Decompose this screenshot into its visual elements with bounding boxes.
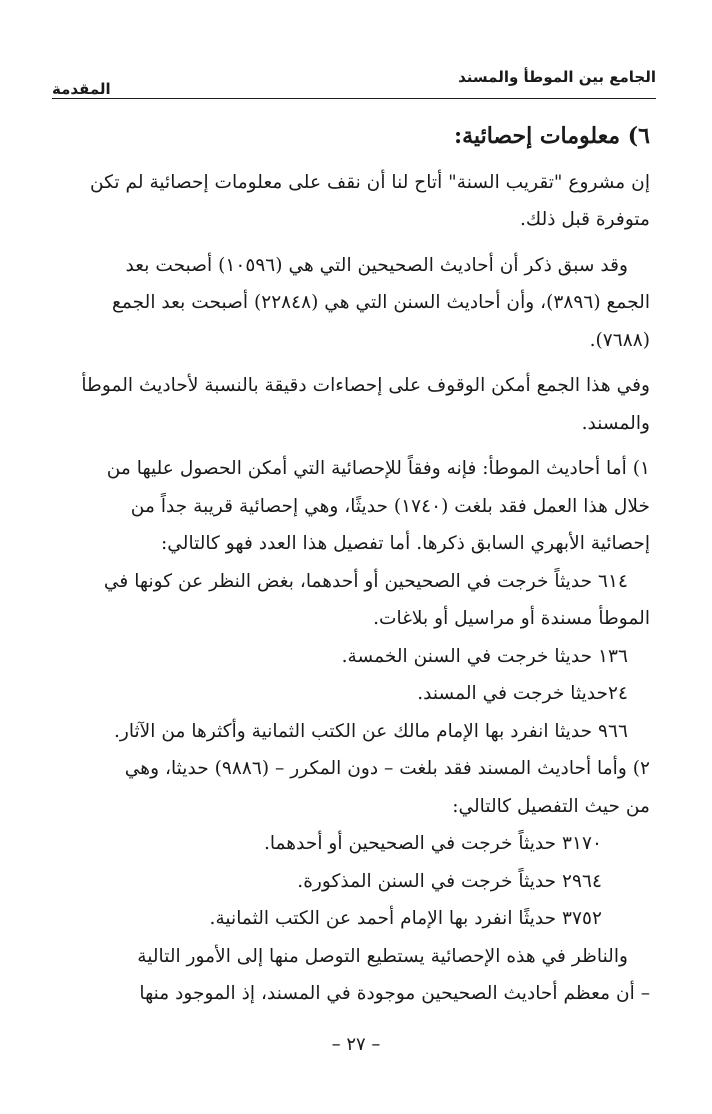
text-line: إحصائية الأبهري السابق ذكرها. أما تفصيل هذا العدد فهو كالتالي: [161, 533, 650, 554]
text-line: ٢٤حديثا خرجت في المسند. [417, 683, 628, 704]
text-line: وقد سبق ذكر أن أحاديث الصحيحين التي هي (١٠٥٩٦) أصبحت بعد [125, 254, 628, 276]
text-line: (٧٦٨٨). [589, 329, 650, 351]
text-line: ١٣٦ حديثا خرجت في السنن الخمسة. [341, 645, 628, 667]
page-header [52, 58, 656, 99]
page-body [58, 118, 650, 1013]
text-line: ٩٦٦ حديثا انفرد بها الإمام مالك عن الكتب الثمانية وأكثرها من الآثار. [113, 720, 628, 742]
text-line: والمسند. [581, 412, 650, 434]
text-line: ٦١٤ حديثاً خرجت في الصحيحين أو أحدهما، بغض النظر عن كونها في [103, 570, 628, 592]
text-line: خلال هذا العمل فقد بلغت (١٧٤٠) حديثًا، وهي إحصائية قريبة جداً من [130, 495, 650, 517]
text-line: وفي هذا الجمع أمكن الوقوف على إحصاءات دقيقة بالنسبة لأحاديث الموطأ [81, 375, 650, 396]
text-line: من حيث التفصيل كالتالي: [452, 795, 650, 817]
book-title: الجامع بين الموطأ والمسند [458, 68, 656, 86]
text-line: ١) أما أحاديث الموطأ: فإنه وفقاً للإحصائية التي أمكن الحصول عليها من [106, 458, 650, 479]
text-line: ٣٧٥٢ حديثًا انفرد بها الإمام أحمد عن الكتب الثمانية. [209, 908, 602, 929]
section-title: المقدمة [52, 80, 111, 98]
text-line: ٢٩٦٤ حديثاً خرجت في السنن المذكورة. [297, 870, 602, 892]
text-line: ٣١٧٠ حديثاً خرجت في الصحيحين أو أحدهما. [263, 833, 602, 854]
section-heading: ٦) معلومات إحصائية: [454, 123, 650, 149]
text-line: الموطأ مسندة أو مراسيل أو بلاغات. [373, 608, 650, 629]
text-line: – أن معظم أحاديث الصحيحين موجودة في المسند، إذ الموجود منها [139, 983, 650, 1004]
page-number: – ٢٧ – [331, 1034, 381, 1055]
text-line: الجمع (٣٨٩٦)، وأن أحاديث السنن التي هي (٢٢٨٤٨) أصبحت بعد الجمع [112, 292, 650, 313]
text-line: إن مشروع "تقريب السنة" أتاح لنا أن نقف على معلومات إحصائية لم تكن [89, 171, 650, 193]
text-line: ٢) وأما أحاديث المسند فقد بلغت – دون المكرر – (٩٨٨٦) حديثا، وهي [124, 758, 650, 779]
text-line: والناظر في هذه الإحصائية يستطيع التوصل منها إلى الأمور التالية [137, 945, 628, 967]
text-line: متوفرة قبل ذلك. [520, 209, 650, 230]
